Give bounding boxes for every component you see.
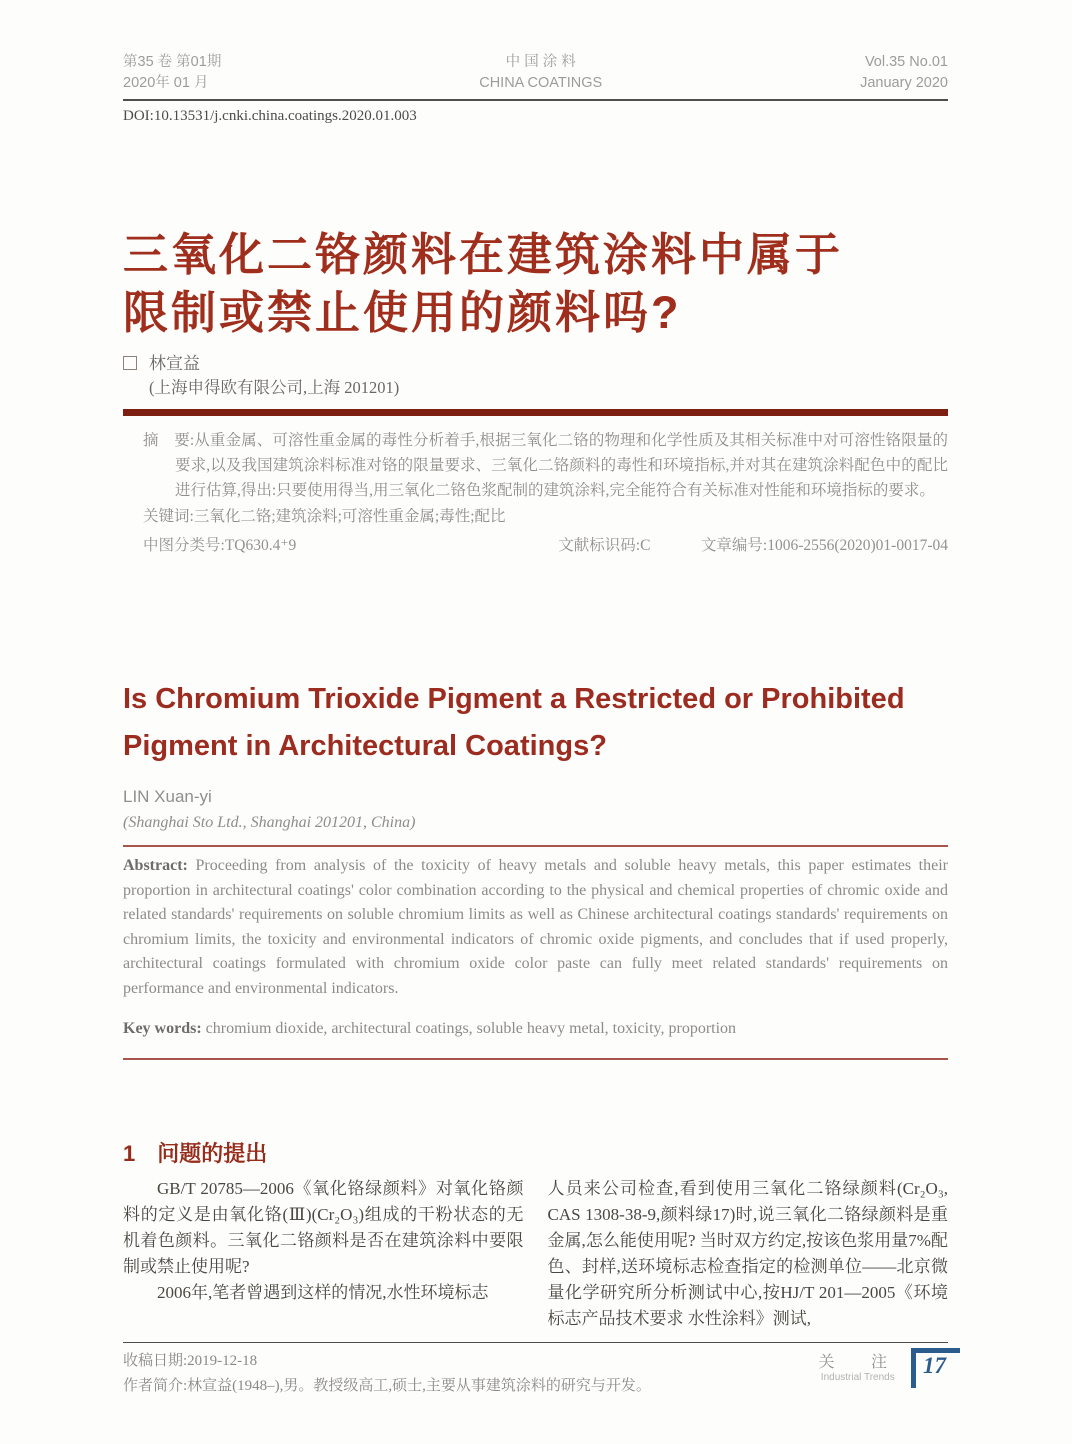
title-divider-thick xyxy=(123,409,948,416)
author-name-en: LIN Xuan-yi xyxy=(123,787,212,806)
classification-line xyxy=(143,533,948,558)
author-row xyxy=(123,352,948,376)
keywords-en-text: chromium dioxide, architectural coatings, soluble heavy metal, toxicity, proportion xyxy=(201,1020,737,1037)
author-square-icon xyxy=(123,356,137,370)
keywords-cn-label: 关键词: xyxy=(143,508,194,525)
issue-info-cn xyxy=(123,52,221,94)
abstract-en xyxy=(123,854,948,1001)
body-column-right xyxy=(548,1176,949,1332)
abstract-en-text: Proceeding from analysis of the toxicity of heavy metals and soluble heavy metals, this paper estimates their proportion in architectural coatings' color combination according to the physical and chemical properties of chromic oxide and related standards' requirements on soluble chromium limits as well as Chinese architectural coatings standards' requirements on chromium limits, the toxicity and environmental indicators of chromic oxide pigments, and concludes that if used properly, architectural coatings formulated with chromium oxide color paste can fully meet related standards' requirements on performance and environmental indicators. xyxy=(123,857,948,997)
article-title-cn xyxy=(123,226,948,342)
received-value: 2019-12-18 xyxy=(187,1352,258,1369)
body-column-left xyxy=(123,1176,524,1332)
paragraph: GB/T 20785—2006《氧化铬绿颜料》对氧化铬颜料的定义是由氧化铬(Ⅲ)(Cr₂O₃)组成的干粉状态的无机着色颜料。三氧化二铬颜料是否在建筑涂料中要限制或禁止使用呢? xyxy=(123,1178,524,1276)
issue-date-en: January 2020 xyxy=(860,75,948,91)
article-title-cn-line2: 限制或禁止使用的颜料吗? xyxy=(123,287,682,338)
body-columns xyxy=(123,1176,948,1332)
doc-code-value: C xyxy=(640,537,651,554)
journal-name-en: CHINA COATINGS xyxy=(479,75,603,91)
abstract-cn xyxy=(143,428,948,503)
page-number: 17 xyxy=(911,1348,960,1388)
article-id-value: 1006-2556(2020)01-0017-04 xyxy=(767,537,948,554)
english-divider-bottom xyxy=(123,1058,948,1060)
abstract-en-label: Abstract: xyxy=(123,857,188,874)
issue-volume-cn: 第35 卷 第01期 xyxy=(123,54,222,70)
abstract-cn-label: 摘 要: xyxy=(143,432,195,449)
english-divider-top xyxy=(123,845,948,847)
footnote-divider xyxy=(123,1342,948,1343)
article-id-label: 文章编号: xyxy=(700,537,768,554)
article-title-en-line2: Pigment in Architectural Coatings? xyxy=(123,730,607,762)
section-1-heading xyxy=(123,1140,948,1168)
keywords-cn xyxy=(143,504,948,529)
journal-header xyxy=(123,52,948,94)
keywords-cn-text: 三氧化二铬;建筑涂料;可溶性重金属;毒性;配比 xyxy=(193,508,506,525)
bio-label: 作者简介: xyxy=(123,1377,188,1394)
journal-name-cn: 中 国 涂 料 xyxy=(505,54,576,70)
author-name-cn: 林宣益 xyxy=(149,354,200,373)
doc-code-label: 文献标识码: xyxy=(558,537,641,554)
header-divider xyxy=(123,99,948,101)
article-title-en xyxy=(123,676,948,770)
page-content xyxy=(0,52,1072,1399)
doi-line: DOI:10.13531/j.cnki.china.coatings.2020.01.003 xyxy=(123,108,417,124)
paragraph: 人员来公司检查,看到使用三氧化二铬绿颜料(Cr₂O₃, CAS 1308-38-9,颜料绿17)时,说三氧化二铬绿颜料是重金属,怎么能使用呢? 当时双方约定,按该色浆用量7%配色、封样,送环境标志检查指定的检测单位——北京微量化学研究所分析测试中心,按HJ/T 201—2005《环境标志产品技术要求 水性涂料》测试, xyxy=(547,1178,948,1328)
abstract-cn-text: 从重金属、可溶性重金属的毒性分析着手,根据三氧化二铬的物理和化学性质及其相关标准中对可溶性铬限量的要求,以及我国建筑涂料标准对铬的限量要求、三氧化二铬颜料的毒性和环境指标,并对其在建筑涂料配色中的配比进行估算,得出:只要使用得当,用三氧化二铬色浆配制的建筑涂料,完全能符合有关标准对性能和环境指标的要求。 xyxy=(175,432,948,499)
bio-value: 林宣益(1948–),男。教授级高工,硕士,主要从事建筑涂料的研究与开发。 xyxy=(187,1377,651,1394)
article-id-item xyxy=(701,533,948,558)
article-title-cn-line1: 三氧化二铬颜料在建筑涂料中属于 xyxy=(123,229,844,280)
keywords-en-label: Key words: xyxy=(123,1020,202,1037)
paragraph: 2006年,笔者曾遇到这样的情况,水性环境标志 xyxy=(157,1282,489,1302)
journal-name xyxy=(479,52,602,94)
doc-code-item xyxy=(558,533,650,558)
affiliation-en: (Shanghai Sto Ltd., Shanghai 201201, China) xyxy=(123,814,416,831)
clc-label: 中图分类号: xyxy=(143,537,225,554)
received-label: 收稿日期: xyxy=(123,1352,188,1369)
column-label-cn: 关 注 xyxy=(818,1354,903,1371)
issue-info-en xyxy=(860,52,948,94)
affiliation-cn: (上海申得欧有限公司,上海 201201) xyxy=(149,378,400,397)
issue-volume-en: Vol.35 No.01 xyxy=(864,54,948,70)
clc-value: TQ630.4⁺9 xyxy=(224,537,297,554)
clc-item xyxy=(143,533,296,558)
section-1-number: 1 xyxy=(123,1140,136,1166)
column-label xyxy=(813,1348,903,1384)
issue-date-cn: 2020年 01 月 xyxy=(123,75,209,91)
page-footer-mark xyxy=(813,1348,960,1388)
column-label-en: Industrial Trends xyxy=(820,1372,895,1383)
article-title-en-line1: Is Chromium Trioxide Pigment a Restricted or Prohibited xyxy=(123,683,905,715)
keywords-en xyxy=(123,1017,948,1042)
section-1-title: 问题的提出 xyxy=(157,1140,268,1166)
